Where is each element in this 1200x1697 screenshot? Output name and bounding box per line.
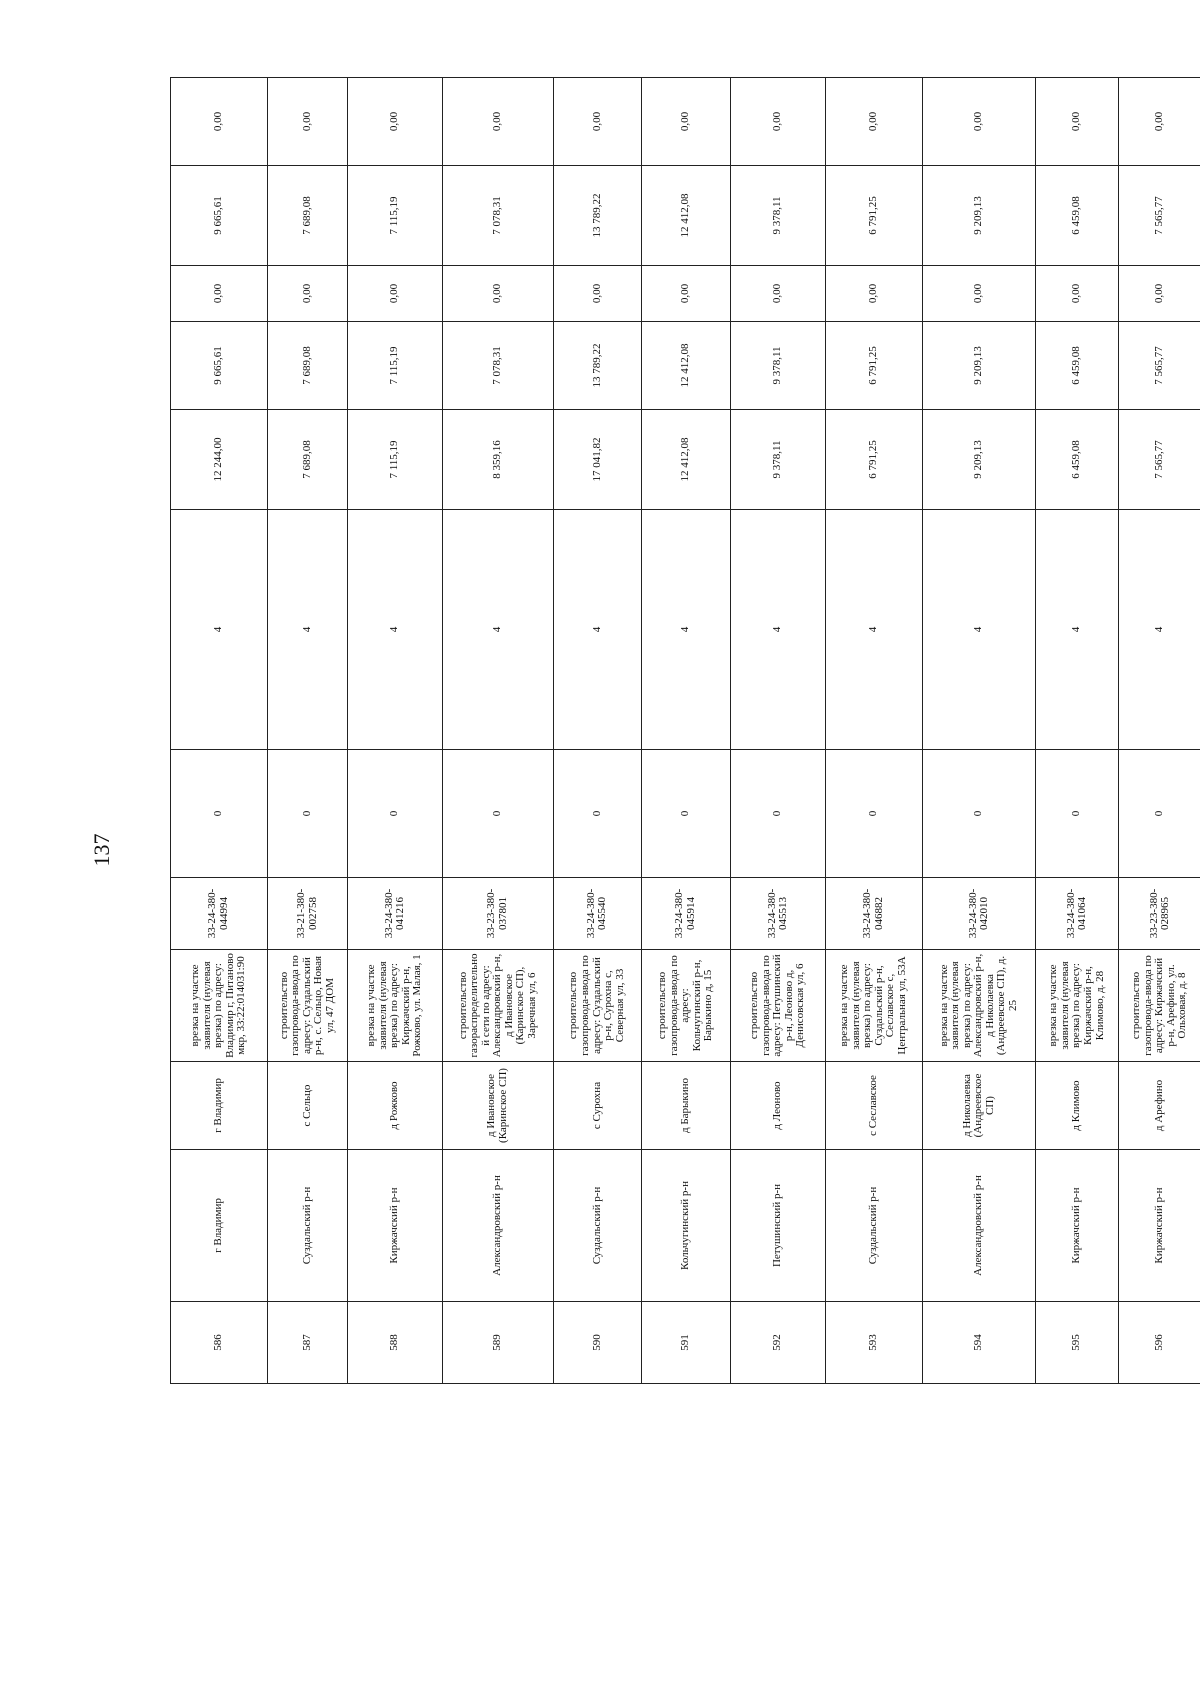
col11-cell: 7 689,08 bbox=[267, 166, 347, 266]
district-cell: Киржачский р-н bbox=[348, 1150, 443, 1302]
settlement-cell: с Сельцо bbox=[267, 1062, 347, 1150]
col7-cell: 4 bbox=[554, 510, 641, 750]
district-cell: Суздальский р-н bbox=[825, 1150, 922, 1302]
district-cell: Киржачский р-н bbox=[1119, 1150, 1200, 1302]
table-row bbox=[1036, 78, 1119, 1384]
row-number: 589 bbox=[442, 1302, 553, 1384]
code-cell: 33-24-380-045540 bbox=[554, 878, 641, 950]
col10-cell: 0,00 bbox=[825, 266, 922, 322]
row-number: 591 bbox=[641, 1302, 731, 1384]
description-cell: строительство газопровода-ввода по адресу: Петушинский р-н, Леоново д, Денисовская ул, 6 bbox=[731, 950, 826, 1062]
col12-cell: 0,00 bbox=[171, 78, 268, 166]
col9-cell: 7 115,19 bbox=[348, 322, 443, 410]
rotated-table-wrapper bbox=[170, 78, 1200, 1384]
code-cell: 33-24-380-045513 bbox=[731, 878, 826, 950]
col10-cell: 0,00 bbox=[641, 266, 731, 322]
table-row bbox=[554, 78, 641, 1384]
col6-cell: 0 bbox=[442, 750, 553, 878]
col8-cell: 7 565,77 bbox=[1119, 410, 1200, 510]
col10-cell: 0,00 bbox=[442, 266, 553, 322]
col6-cell: 0 bbox=[641, 750, 731, 878]
col7-cell: 4 bbox=[825, 510, 922, 750]
settlement-cell: д Климово bbox=[1036, 1062, 1119, 1150]
col11-cell: 9 665,61 bbox=[171, 166, 268, 266]
table-row bbox=[825, 78, 922, 1384]
col12-cell: 0,00 bbox=[922, 78, 1036, 166]
col10-cell: 0,00 bbox=[554, 266, 641, 322]
district-cell: Кольчугинский р-н bbox=[641, 1150, 731, 1302]
col12-cell: 0,00 bbox=[641, 78, 731, 166]
col9-cell: 7 689,08 bbox=[267, 322, 347, 410]
description-cell: врезка на участке заявителя (нулевая врезка) по адресу: Суздальский р-н, Сеславское с, Центральная ул, 53А bbox=[825, 950, 922, 1062]
col11-cell: 9 209,13 bbox=[922, 166, 1036, 266]
col6-cell: 0 bbox=[1036, 750, 1119, 878]
col8-cell: 9 209,13 bbox=[922, 410, 1036, 510]
col8-cell: 7 689,08 bbox=[267, 410, 347, 510]
district-cell: Петушинский р-н bbox=[731, 1150, 826, 1302]
table-row bbox=[267, 78, 347, 1384]
col7-cell: 4 bbox=[922, 510, 1036, 750]
col7-cell: 4 bbox=[641, 510, 731, 750]
settlement-cell: д Арефино bbox=[1119, 1062, 1200, 1150]
row-number: 586 bbox=[171, 1302, 268, 1384]
code-cell: 33-23-380-028965 bbox=[1119, 878, 1200, 950]
col8-cell: 12 244,00 bbox=[171, 410, 268, 510]
col12-cell: 0,00 bbox=[267, 78, 347, 166]
col6-cell: 0 bbox=[922, 750, 1036, 878]
col8-cell: 7 115,19 bbox=[348, 410, 443, 510]
col10-cell: 0,00 bbox=[1119, 266, 1200, 322]
col7-cell: 4 bbox=[171, 510, 268, 750]
col7-cell: 4 bbox=[731, 510, 826, 750]
code-cell: 33-24-380-046882 bbox=[825, 878, 922, 950]
col9-cell: 9 209,13 bbox=[922, 322, 1036, 410]
col8-cell: 17 041,82 bbox=[554, 410, 641, 510]
col12-cell: 0,00 bbox=[442, 78, 553, 166]
col11-cell: 7 115,19 bbox=[348, 166, 443, 266]
page-number: 137 bbox=[89, 833, 114, 867]
col6-cell: 0 bbox=[731, 750, 826, 878]
row-number: 590 bbox=[554, 1302, 641, 1384]
district-cell: Киржачский р-н bbox=[1036, 1150, 1119, 1302]
col8-cell: 6 459,08 bbox=[1036, 410, 1119, 510]
table-row bbox=[442, 78, 553, 1384]
registry-table bbox=[170, 77, 1200, 1384]
table-row bbox=[922, 78, 1036, 1384]
description-cell: врезка на участке заявителя (нулевая врезка) по адресу: Киржачский р-н, Рожково, ул. Малая, 1 bbox=[348, 950, 443, 1062]
col11-cell: 13 789,22 bbox=[554, 166, 641, 266]
district-cell: Суздальский р-н bbox=[267, 1150, 347, 1302]
col7-cell: 4 bbox=[442, 510, 553, 750]
col6-cell: 0 bbox=[267, 750, 347, 878]
col12-cell: 0,00 bbox=[1036, 78, 1119, 166]
col10-cell: 0,00 bbox=[922, 266, 1036, 322]
col8-cell: 12 412,08 bbox=[641, 410, 731, 510]
col6-cell: 0 bbox=[554, 750, 641, 878]
col10-cell: 0,00 bbox=[731, 266, 826, 322]
col12-cell: 0,00 bbox=[731, 78, 826, 166]
col7-cell: 4 bbox=[1036, 510, 1119, 750]
col6-cell: 0 bbox=[1119, 750, 1200, 878]
col11-cell: 6 791,25 bbox=[825, 166, 922, 266]
settlement-cell: д Ивановское (Каринское СП) bbox=[442, 1062, 553, 1150]
col9-cell: 12 412,08 bbox=[641, 322, 731, 410]
row-number: 588 bbox=[348, 1302, 443, 1384]
row-number: 592 bbox=[731, 1302, 826, 1384]
col10-cell: 0,00 bbox=[267, 266, 347, 322]
col6-cell: 0 bbox=[171, 750, 268, 878]
district-cell: г Владимир bbox=[171, 1150, 268, 1302]
col9-cell: 6 791,25 bbox=[825, 322, 922, 410]
district-cell: Александровский р-н bbox=[442, 1150, 553, 1302]
row-number: 587 bbox=[267, 1302, 347, 1384]
col7-cell: 4 bbox=[348, 510, 443, 750]
col9-cell: 6 459,08 bbox=[1036, 322, 1119, 410]
code-cell: 33-24-380-041216 bbox=[348, 878, 443, 950]
row-number: 594 bbox=[922, 1302, 1036, 1384]
col8-cell: 8 359,16 bbox=[442, 410, 553, 510]
col7-cell: 4 bbox=[267, 510, 347, 750]
col6-cell: 0 bbox=[825, 750, 922, 878]
table-row bbox=[1119, 78, 1200, 1384]
description-cell: строительство газопровода-ввода по адресу: Суздальский р-н, Сурохна с, Северная ул, 33 bbox=[554, 950, 641, 1062]
code-cell: 33-24-380-042010 bbox=[922, 878, 1036, 950]
col12-cell: 0,00 bbox=[1119, 78, 1200, 166]
col8-cell: 9 378,11 bbox=[731, 410, 826, 510]
district-cell: Александровский р-н bbox=[922, 1150, 1036, 1302]
description-cell: врезка на участке заявителя (нулевая врезка) по адресу: Александровский р-н, д Николаевка (Андреевское СП), д. 25 bbox=[922, 950, 1036, 1062]
col11-cell: 6 459,08 bbox=[1036, 166, 1119, 266]
description-cell: строительство газопровода-ввода по адресу: Кольчугинский р-н, Барыкино д, 15 bbox=[641, 950, 731, 1062]
settlement-cell: д Рожково bbox=[348, 1062, 443, 1150]
district-cell: Суздальский р-н bbox=[554, 1150, 641, 1302]
code-cell: 33-24-380-045914 bbox=[641, 878, 731, 950]
code-cell: 33-23-380-037801 bbox=[442, 878, 553, 950]
col10-cell: 0,00 bbox=[171, 266, 268, 322]
col8-cell: 6 791,25 bbox=[825, 410, 922, 510]
settlement-cell: с Сурохна bbox=[554, 1062, 641, 1150]
table-body bbox=[171, 78, 1200, 1384]
col9-cell: 9 378,11 bbox=[731, 322, 826, 410]
table-row bbox=[731, 78, 826, 1384]
col12-cell: 0,00 bbox=[348, 78, 443, 166]
code-cell: 33-24-380-041064 bbox=[1036, 878, 1119, 950]
row-number: 595 bbox=[1036, 1302, 1119, 1384]
col7-cell: 4 bbox=[1119, 510, 1200, 750]
col11-cell: 9 378,11 bbox=[731, 166, 826, 266]
col12-cell: 0,00 bbox=[825, 78, 922, 166]
code-cell: 33-24-380-044994 bbox=[171, 878, 268, 950]
settlement-cell: д Леоново bbox=[731, 1062, 826, 1150]
col9-cell: 7 565,77 bbox=[1119, 322, 1200, 410]
settlement-cell: с Сеславское bbox=[825, 1062, 922, 1150]
col11-cell: 7 565,77 bbox=[1119, 166, 1200, 266]
description-cell: строительство газораспределительной сети по адресу: Александровский р-н, д Ивановское (Каринское СП), Заречная ул, 6 bbox=[442, 950, 553, 1062]
settlement-cell: г Владимир bbox=[171, 1062, 268, 1150]
settlement-cell: д Барыкино bbox=[641, 1062, 731, 1150]
table-row bbox=[348, 78, 443, 1384]
col11-cell: 7 078,31 bbox=[442, 166, 553, 266]
settlement-cell: д Николаевка (Андреевское СП) bbox=[922, 1062, 1036, 1150]
row-number: 593 bbox=[825, 1302, 922, 1384]
col10-cell: 0,00 bbox=[1036, 266, 1119, 322]
code-cell: 33-21-380-002758 bbox=[267, 878, 347, 950]
col10-cell: 0,00 bbox=[348, 266, 443, 322]
col6-cell: 0 bbox=[348, 750, 443, 878]
col9-cell: 9 665,61 bbox=[171, 322, 268, 410]
table-row bbox=[641, 78, 731, 1384]
row-number: 596 bbox=[1119, 1302, 1200, 1384]
description-cell: строительство газопровода-ввода по адресу: Киржачский р-н, Арефино, ул. Ольховая, д. 8 bbox=[1119, 950, 1200, 1062]
col11-cell: 12 412,08 bbox=[641, 166, 731, 266]
table-row bbox=[171, 78, 268, 1384]
col12-cell: 0,00 bbox=[554, 78, 641, 166]
description-cell: врезка на участке заявителя (нулевая врезка) по адресу: Владимир г, Питаново мкр, 33:22:014031:90 bbox=[171, 950, 268, 1062]
description-cell: строительство газопровода-ввода по адресу: Суздальский р-н, с. Сельцо, Новая ул, 47 ДОМ bbox=[267, 950, 347, 1062]
col9-cell: 7 078,31 bbox=[442, 322, 553, 410]
col9-cell: 13 789,22 bbox=[554, 322, 641, 410]
description-cell: врезка на участке заявителя (нулевая врезка) по адресу: Киржачский р-н, Климово, д. 28 bbox=[1036, 950, 1119, 1062]
